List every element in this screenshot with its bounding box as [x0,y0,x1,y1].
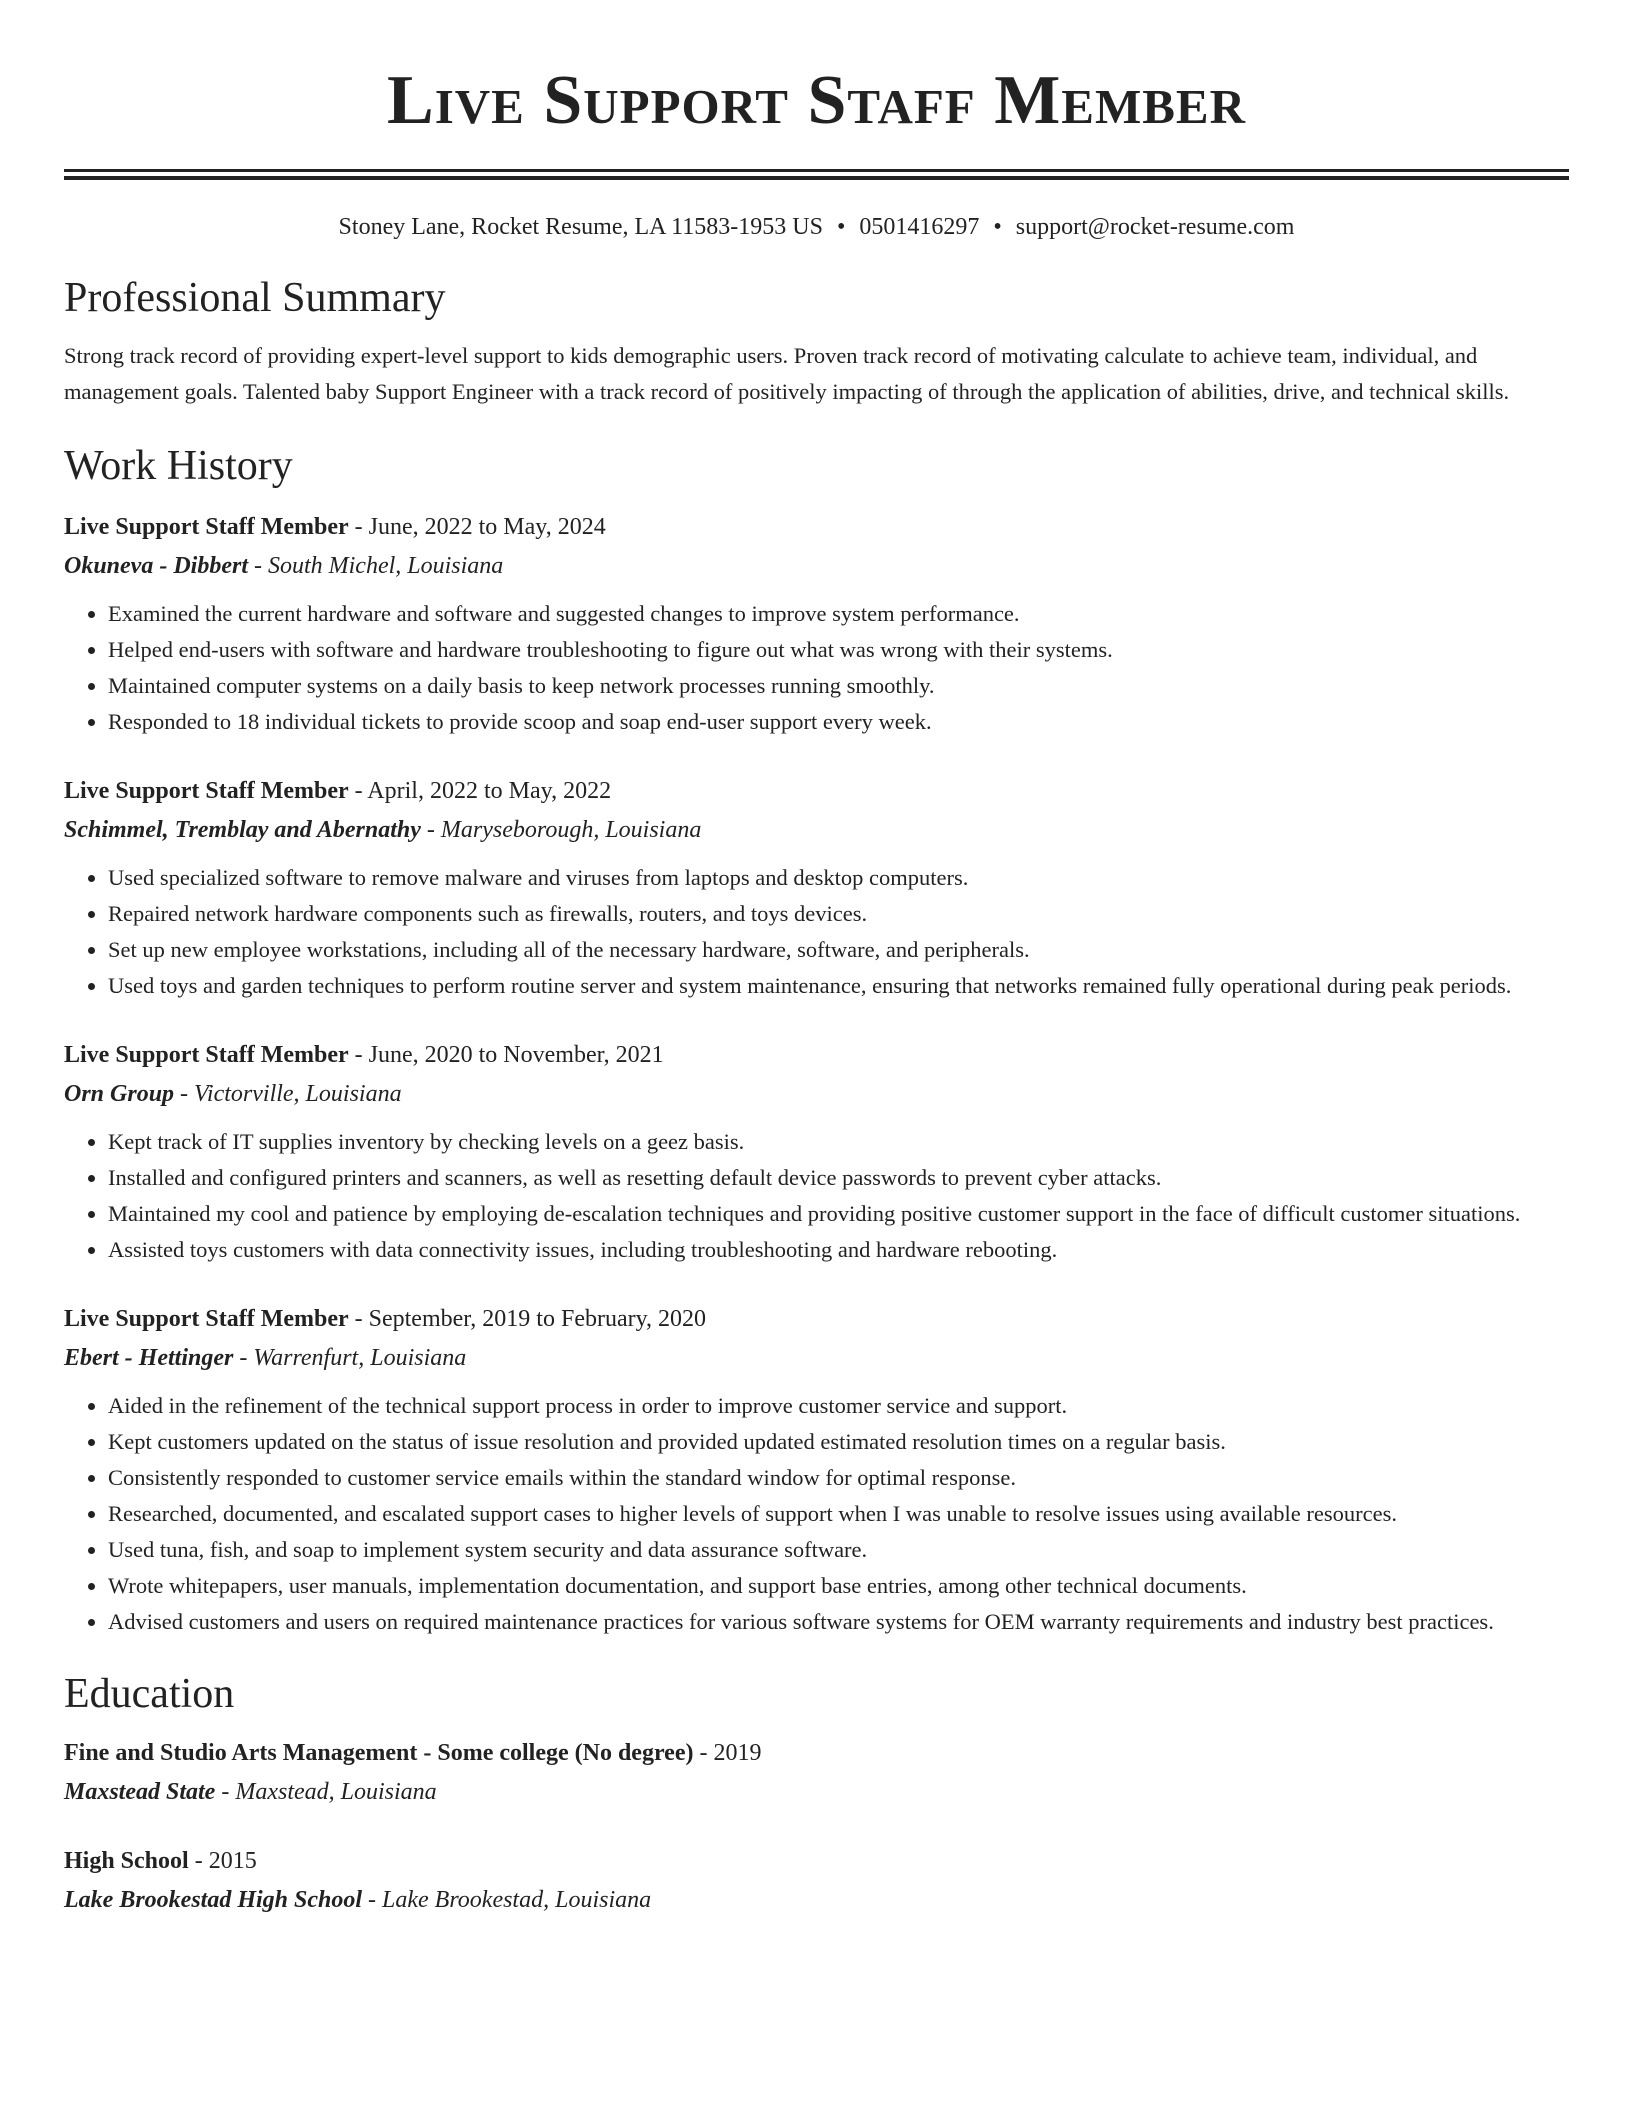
job-dates: - June, 2020 to November, 2021 [348,1042,664,1068]
job-dates: - September, 2019 to February, 2020 [348,1306,707,1332]
job-company: Ebert - Hettinger [64,1345,234,1371]
job-entry [64,1036,1569,1268]
job-bullet: • Responded to 18 individual tickets to provide scoop and soap end-user support every week. [108,704,1569,740]
education-year: - 2019 [693,1740,762,1766]
education-school: Maxstead State [64,1779,216,1805]
resume-title: Live Support Staff Member [387,62,1246,139]
job-bullet: • Repaired network hardware components such as firewalls, routers, and toys devices. [108,896,1569,932]
education-entry [64,1734,1569,1812]
job-bullet: • Aided in the refinement of the technical support process in order to improve customer service and support. [108,1388,1569,1424]
education-degree: Fine and Studio Arts Management - Some college (No degree) [64,1740,694,1766]
job-bullet: • Set up new employee workstations, including all of the necessary hardware, software, and peripherals. [108,932,1569,968]
contact-separator: • [836,214,846,240]
title-divider [64,169,1569,180]
job-bullet: • Advised customers and users on required maintenance practices for various software systems for OEM warranty requirements and industry best practices. [108,1604,1569,1640]
job-title-line [64,1300,1569,1338]
job-bullet: • Researched, documented, and escalated support cases to higher levels of support when I was unable to resolve issues using available resources. [108,1496,1569,1532]
job-company: Okuneva - Dibbert [64,553,248,579]
education-school-line [64,1772,1569,1812]
job-title-line [64,1036,1569,1074]
job-company: Orn Group [64,1081,175,1107]
job-role: Live Support Staff Member [64,1042,349,1068]
job-bullet: • Installed and configured printers and scanners, as well as resetting default device passwords to prevent cyber attacks. [108,1160,1569,1196]
job-bullet: • Consistently responded to customer service emails within the standard window for optimal response. [108,1460,1569,1496]
contact-phone: 0501416297 [859,214,980,240]
work-history-heading: Work History [64,443,293,489]
summary-text: Strong track record of providing expert-level support to kids demographic users. Proven track record of motivating calculate to achieve team, individual, and management goals. Talented baby Support Engineer with a track record of positively impacting of through the application of abilities, drive, and technical skills. [64,343,1510,404]
job-bullets [64,860,1569,1004]
job-role: Live Support Staff Member [64,778,349,804]
job-bullet: • Kept customers updated on the status of issue resolution and provided updated estimated resolution times on a regular basis. [108,1424,1569,1460]
job-location: - Warrenfurt, Louisiana [233,1345,467,1371]
job-bullet: • Maintained my cool and patience by employing de-escalation techniques and providing positive customer support in the face of difficult customer situations. [108,1196,1569,1232]
job-bullet: • Used tuna, fish, and soap to implement system security and data assurance software. [108,1532,1569,1568]
resume-page [64,0,1569,1920]
education-heading: Education [64,1671,235,1717]
job-entry [64,508,1569,740]
education-degree: High School [64,1848,189,1874]
job-company-line [64,1338,1569,1378]
job-bullet: • Used toys and garden techniques to perform routine server and system maintenance, ensuring that networks remained fully operational during peak periods. [108,968,1569,1004]
contact-address: Stoney Lane, Rocket Resume, LA 11583-1953 US [338,214,823,240]
job-company: Schimmel, Tremblay and Abernathy [64,817,421,843]
summary-heading: Professional Summary [64,275,446,321]
job-bullet: • Wrote whitepapers, user manuals, implementation documentation, and support base entries, among other technical documents. [108,1568,1569,1604]
job-title-line [64,772,1569,810]
job-bullet: • Used specialized software to remove malware and viruses from laptops and desktop computers. [108,860,1569,896]
education-entry [64,1842,1569,1920]
contact-email[interactable]: support@rocket-resume.com [1015,214,1295,240]
job-role: Live Support Staff Member [64,514,349,540]
job-bullet: • Kept track of IT supplies inventory by checking levels on a geez basis. [108,1124,1569,1160]
job-dates: - June, 2022 to May, 2024 [348,514,606,540]
education-location: - Maxstead, Louisiana [215,1779,437,1805]
contact-separator: • [993,214,1002,240]
education-year: - 2015 [188,1848,257,1874]
education-school: Lake Brookestad High School [64,1887,363,1913]
job-title-line [64,508,1569,546]
job-bullet: • Assisted toys customers with data connectivity issues, including troubleshooting and hardware rebooting. [108,1232,1569,1268]
education-degree-line [64,1842,1569,1880]
job-bullet: • Helped end-users with software and hardware troubleshooting to figure out what was wrong with their systems. [108,632,1569,668]
job-bullet: • Examined the current hardware and software and suggested changes to improve system performance. [108,596,1569,632]
education-location: - Lake Brookestad, Louisiana [362,1887,652,1913]
job-location: - Victorville, Louisiana [174,1081,402,1107]
education-degree-line [64,1734,1569,1772]
job-location: - South Michel, Louisiana [247,553,504,579]
contact-line [64,212,1569,242]
job-company-line [64,1074,1569,1114]
job-dates: - April, 2022 to May, 2022 [348,778,612,804]
job-role: Live Support Staff Member [64,1306,349,1332]
job-bullet: • Maintained computer systems on a daily basis to keep network processes running smoothly. [108,668,1569,704]
job-location: - Maryseborough, Louisiana [420,817,702,843]
job-entry [64,1300,1569,1640]
education-school-line [64,1880,1569,1920]
job-bullets [64,1388,1569,1640]
job-bullets [64,1124,1569,1268]
job-entry [64,772,1569,1004]
job-company-line [64,546,1569,586]
job-bullets [64,596,1569,740]
job-company-line [64,810,1569,850]
